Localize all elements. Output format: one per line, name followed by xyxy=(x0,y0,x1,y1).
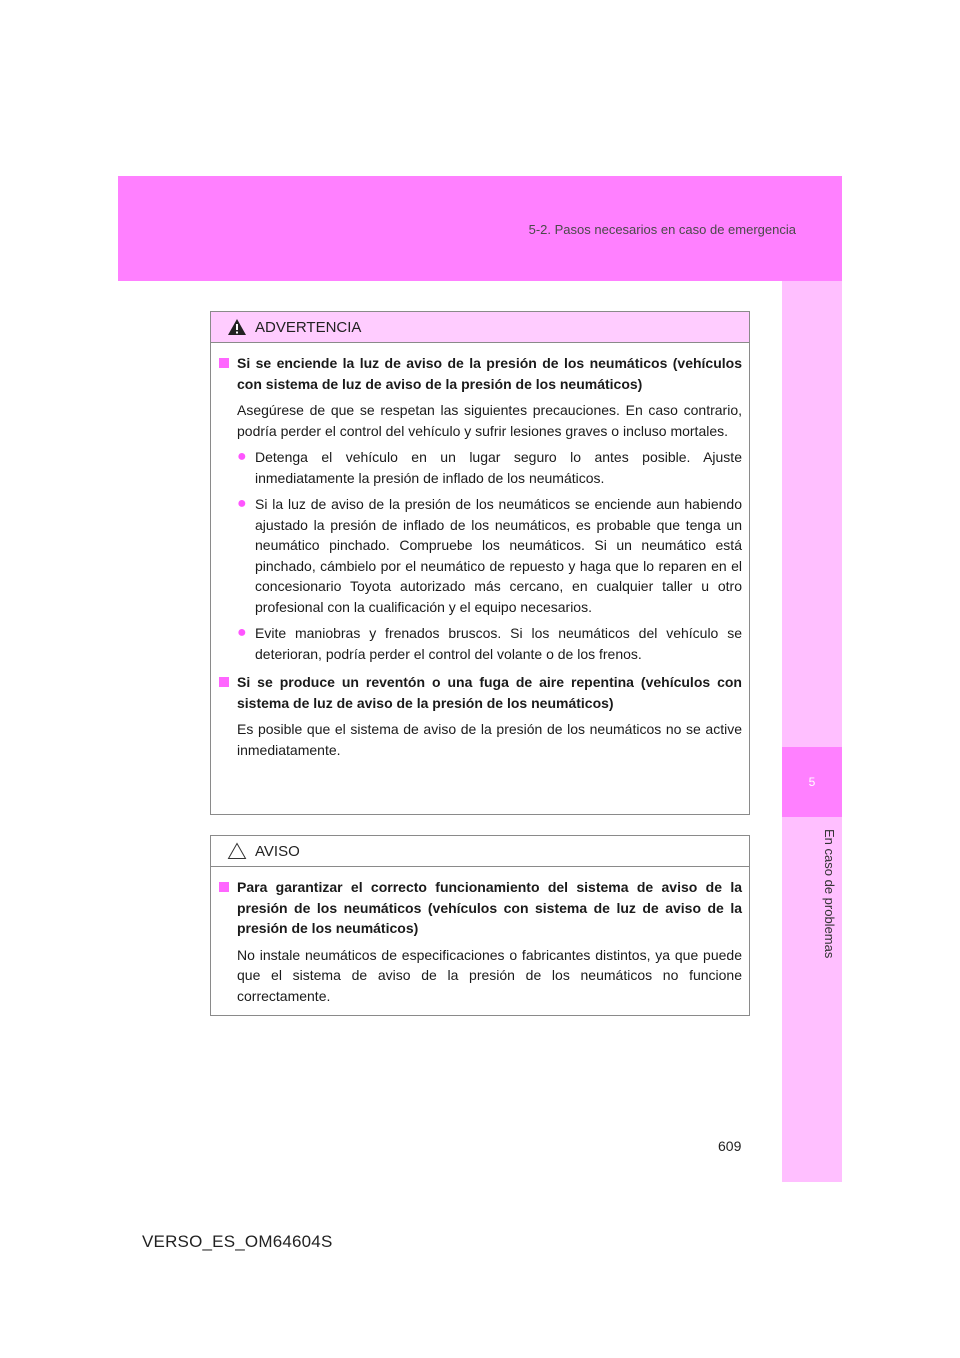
document-code: VERSO_ES_OM64604S xyxy=(142,1232,333,1251)
section-title: 5-2. Pasos necesarios en caso de emergencia xyxy=(528,222,796,237)
notice-box xyxy=(210,835,750,1016)
chapter-label: En caso de problemas xyxy=(822,829,837,959)
warning-box-title: ADVERTENCIA xyxy=(255,318,362,336)
notice-box-header xyxy=(211,836,749,867)
side-tab-upper xyxy=(782,281,842,747)
warning-box xyxy=(210,311,750,815)
list-item: ● Detenga el vehículo en un lugar seguro lo antes posible. Ajuste inmediatamente la presión de inflado de los neumáticos. xyxy=(237,447,742,488)
side-tab-lower xyxy=(782,817,842,1182)
warning-box-header xyxy=(211,312,749,343)
list-item: ● Si la luz de aviso de la presión de los neumáticos se enciende aun habiendo ajustado la presión de inflado de los neumáticos, es probable que tenga un neumático pinchado. Compruebe los neumáticos. Si un neumático está pinchado, cámbielo por el neumático de repuesto y haga que lo reparen en el concesionario Toyota autorizado más cercano, en cualquier taller u otro profesional con la cualificación y el equipo necesarios. xyxy=(237,494,742,617)
round-bullet-icon: ● xyxy=(237,448,247,465)
side-tab-chapter[interactable] xyxy=(782,747,842,817)
notice-triangle-icon xyxy=(227,842,247,860)
square-bullet-icon xyxy=(219,677,231,687)
warning-paragraph-2: Es posible que el sistema de aviso de la presión de los neumáticos no se active inmediatamente. xyxy=(237,721,742,758)
warning-paragraph-1: Asegúrese de que se respetan las siguientes precauciones. En caso contrario, podría perder el control del vehículo y sufrir lesiones graves o incluso mortales. xyxy=(237,402,742,439)
header-band xyxy=(118,176,842,281)
warning-triangle-icon xyxy=(227,318,247,336)
warning-box-body xyxy=(211,343,749,760)
notice-paragraph-1: No instale neumáticos de especificaciones o fabricantes distintos, ya que puede que el sistema de aviso de la presión de los neumáticos no funcione correctamente. xyxy=(237,946,742,1004)
warning-heading-2: Si se produce un reventón o una fuga de aire repentina (vehículos con sistema de luz de aviso de la presión de los neumáticos) xyxy=(219,672,742,713)
square-bullet-icon xyxy=(219,882,231,892)
round-bullet-icon: ● xyxy=(237,495,247,512)
chapter-number: 5 xyxy=(808,775,816,789)
round-bullet-icon: ● xyxy=(237,624,247,641)
notice-box-body xyxy=(211,867,749,1006)
notice-box-title: AVISO xyxy=(255,842,300,860)
warning-heading-1: Si se enciende la luz de aviso de la presión de los neumáticos (vehículos con sistema de luz de aviso de la presión de los neumáticos) xyxy=(219,353,742,394)
notice-heading-1: Para garantizar el correcto funcionamiento del sistema de aviso de la presión de los neumáticos (vehículos con sistema de luz de aviso de la presión de los neumáticos) xyxy=(219,877,742,939)
list-item: ● Evite maniobras y frenados bruscos. Si los neumáticos del vehículo se deterioran, podría perder el control del volante o de los frenos. xyxy=(237,623,742,664)
page-number: 609 xyxy=(718,1138,742,1154)
square-bullet-icon xyxy=(219,358,231,368)
